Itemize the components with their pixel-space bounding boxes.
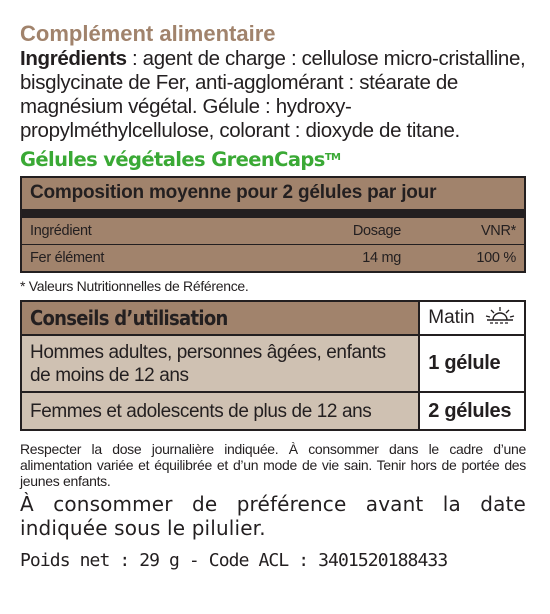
row-vnr: 100 % bbox=[476, 250, 516, 266]
header-ingredient: Ingrédient bbox=[30, 223, 92, 239]
supplement-title: Complément alimentaire bbox=[20, 21, 276, 46]
row-ingredient: Fer élément bbox=[30, 250, 105, 266]
usage-title: Conseils d’utilisation bbox=[21, 301, 419, 335]
vegetal-capsules-line bbox=[20, 148, 526, 172]
row-dosage: 14 mg bbox=[362, 250, 401, 266]
header-dosage: Dosage bbox=[352, 223, 401, 239]
net-weight-code: Poids net : 29 g - Code ACL : 3401520188433 bbox=[20, 550, 448, 571]
supplement-label bbox=[20, 22, 526, 572]
sunrise-icon bbox=[484, 306, 516, 330]
header-vnr: VNR* bbox=[480, 223, 516, 239]
usage-dose-adults: 1 gélule bbox=[419, 335, 525, 392]
vegetal-capsules-text: Gélules végétales GreenCaps bbox=[20, 148, 325, 171]
time-of-day-cell bbox=[419, 301, 525, 335]
usage-group-women: Femmes et adolescents de plus de 12 ans bbox=[21, 392, 419, 430]
composition-header-row bbox=[22, 218, 524, 245]
ingredients-label: Ingrédients bbox=[20, 47, 127, 70]
dosage-advice: Respecter la dose journalière indiquée. À consommer dans le cadre d’une alimentation variée et équilibrée et d’un mode de vie sain. Tenir hors de portée des jeunes enfants. bbox=[20, 441, 526, 489]
trademark-mark: TM bbox=[324, 152, 341, 163]
ingredients-text: : agent de charge : cellulose micro-cristalline, bisglycinate de Fer, anti-agglomérant : stéarate de magnésium végétal. Gélule : hydroxy-propylméthylcellulose, colorant : dioxyde de titane. bbox=[20, 47, 526, 142]
usage-group-adults: Hommes adultes, personnes âgées, enfants de moins de 12 ans bbox=[21, 335, 419, 392]
composition-title: Composition moyenne pour 2 gélules par jour bbox=[22, 178, 524, 209]
usage-advice-table bbox=[20, 300, 526, 431]
composition-divider bbox=[22, 209, 524, 218]
usage-dose-women: 2 gélules bbox=[419, 392, 525, 430]
composition-row bbox=[22, 245, 524, 271]
composition-table bbox=[20, 176, 526, 273]
time-of-day-label: Matin bbox=[428, 307, 475, 329]
ingredients-paragraph bbox=[20, 47, 526, 143]
best-before-note: À consommer de préférence avant la date indiquée sous le pilulier. bbox=[20, 492, 526, 540]
vnr-footnote: * Valeurs Nutritionnelles de Référence. bbox=[20, 278, 249, 294]
